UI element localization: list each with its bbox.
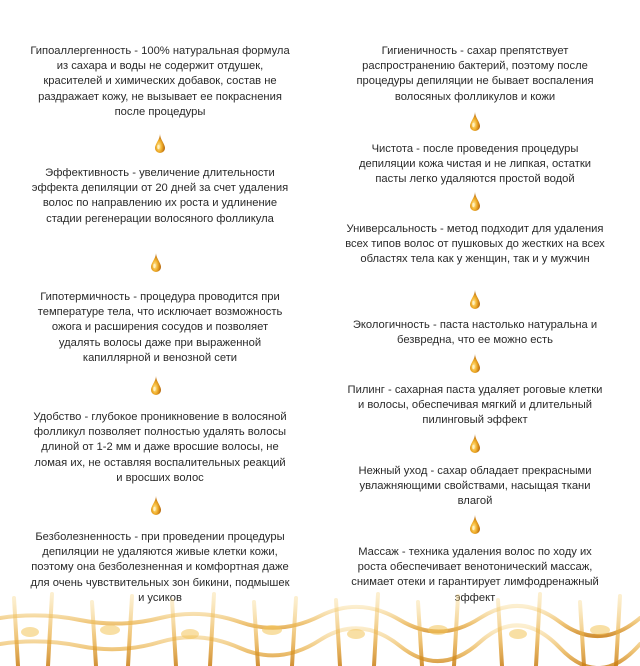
- benefit-text: - метод подходит для удаления всех типов волос от пушковых до жестких на всех областях тела как у женщин, так и у мужчин: [345, 223, 605, 266]
- benefit-title: Массаж: [358, 546, 399, 558]
- benefit-text: - процедура проводится при температуре тела, что исключает возможность ожога и расширения сосудов и позволяет удалять волосы даже при выраженной капиллярной и венозной сети: [37, 291, 283, 364]
- honey-drop-icon: [469, 192, 481, 212]
- benefit-peeling: [345, 383, 605, 429]
- honey-drop-icon: [150, 496, 162, 516]
- honey-drop-icon: [469, 112, 481, 132]
- benefit-convenience: [30, 410, 290, 486]
- benefit-title: Экологичность: [352, 319, 430, 331]
- benefit-ecology: [345, 318, 605, 348]
- benefit-efficiency: [30, 166, 290, 227]
- honey-drop-icon: [469, 354, 481, 374]
- benefit-hygiene: [345, 44, 605, 105]
- benefit-title: Эффективность: [45, 167, 130, 179]
- benefit-text: - техника удаления волос по ходу их роста обеспечивает венотонический массаж, снимает отеки и гарантирует лимфодренажный эффект: [351, 546, 599, 604]
- benefit-text: - 100% натуральная формула из сахара и воды не содержит отдушек, красителей и химических добавок, состав не раздражает кожу, не вызывает ее покраснения после процедуры: [38, 45, 290, 118]
- benefit-text: - сахар препятствует распространению бактерий, поэтому после процедуры депиляции не бывает воспаления волосяных фолликулов и кожи: [356, 45, 594, 103]
- benefit-title: Гигиеничность: [381, 45, 458, 57]
- benefit-text: - сахарная паста удаляет роговые клетки и волосы, обеспечивая мягкий и длительный пилинговый эффект: [357, 384, 603, 427]
- benefit-title: Универсальность: [346, 223, 437, 235]
- benefit-title: Нежный уход: [358, 465, 428, 477]
- honey-drop-icon: [469, 515, 481, 535]
- honey-drop-icon: [469, 434, 481, 454]
- benefit-text: - после проведения процедуры депиляции кожа чистая и не липкая, остатки пасты легко удаляются простой водой: [358, 143, 592, 186]
- benefit-cleanliness: [345, 142, 605, 188]
- benefit-title: Безболезненность: [35, 531, 132, 543]
- benefit-title: Чистота: [371, 143, 414, 155]
- benefit-text: - паста настолько натуральна и безвредна, что ее можно есть: [397, 319, 598, 347]
- benefit-text: - при проведении процедуры депиляции не удаляются живые клетки кожи, поэтому она безболезненная и комфортная даже для очень чувствительных зон бикини, подмышек и усиков: [30, 531, 290, 604]
- benefit-text: - сахар обладает прекрасными увлажняющими свойствами, насыщая ткани влагой: [359, 465, 592, 508]
- benefit-title: Гипоаллергенность: [30, 45, 132, 57]
- benefit-hypoallergenic: [30, 44, 290, 120]
- benefit-title: Удобство: [33, 411, 82, 423]
- honey-lattice-decoration: [0, 588, 640, 666]
- benefit-text: - увеличение длительности эффекта депиляции от 20 дней за счет удаления волос по направлению их роста и удлинение стадии регенерации волосяного фолликула: [31, 167, 289, 225]
- honey-drop-icon: [154, 134, 166, 154]
- benefit-gentle-care: [345, 464, 605, 510]
- benefit-universality: [345, 222, 605, 268]
- benefit-hypothermic: [30, 290, 290, 366]
- honey-drop-icon: [150, 253, 162, 273]
- benefit-text: - глубокое проникновение в волосяной фолликул позволяет полностью удалять волосы длиной от 1-2 мм и даже вросшие волосы, не ломая их, не оставляя воспалительных реакций и вросших волос: [33, 411, 287, 484]
- benefit-title: Пилинг: [347, 384, 385, 396]
- honey-drop-icon: [150, 376, 162, 396]
- honey-drop-icon: [469, 290, 481, 310]
- benefit-title: Гипотермичность: [40, 291, 131, 303]
